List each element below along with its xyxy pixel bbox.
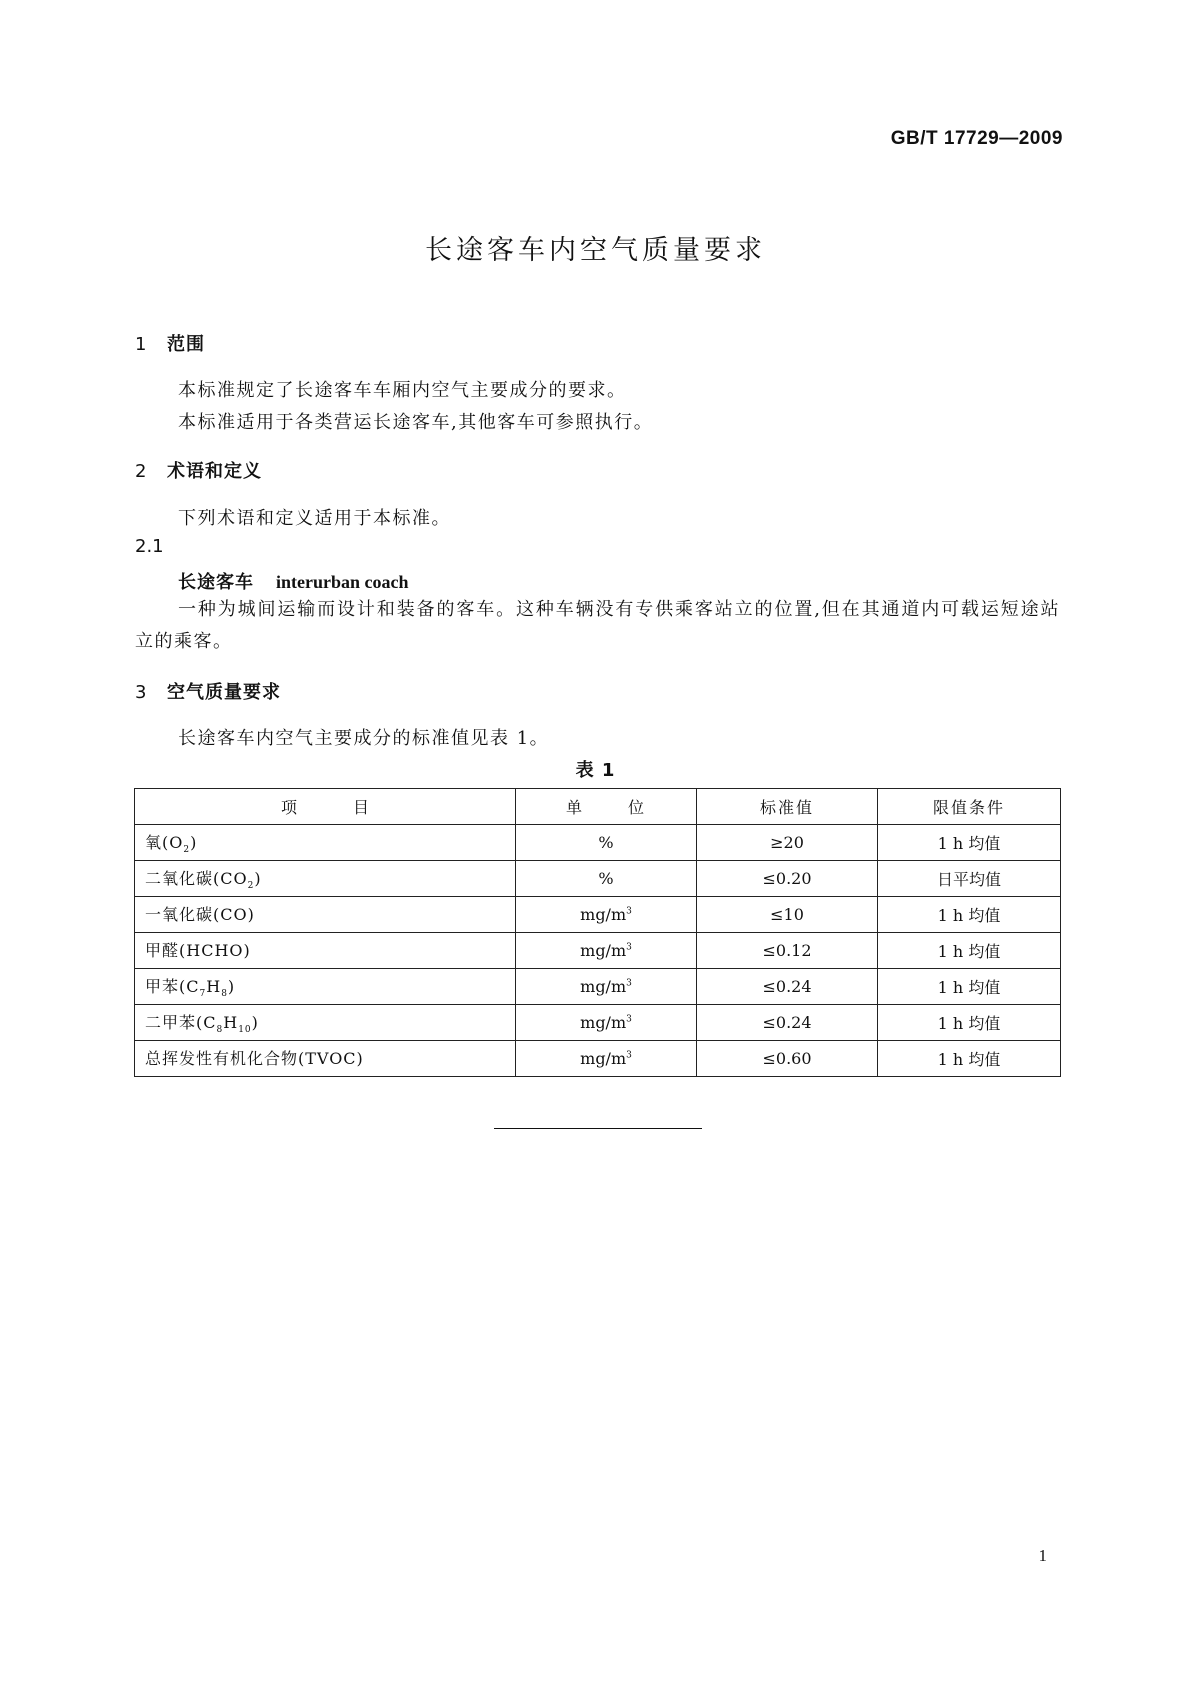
cell-unit: $mg/m^3$ xyxy=(516,1005,697,1041)
cell-standard-value: ≤0.24 xyxy=(697,1005,878,1041)
cell-unit: $mg/m^3$ xyxy=(516,933,697,969)
cell-unit: $mg/m^3$ xyxy=(516,897,697,933)
paragraph: 本标准规定了长途客车车厢内空气主要成分的要求。 xyxy=(178,380,627,401)
standard-code: GB/T 17729—2009 xyxy=(890,128,1063,149)
cell-limit-condition: 1 h 均值 xyxy=(878,825,1061,861)
cell-limit-condition: 1 h 均值 xyxy=(878,1041,1061,1077)
section-number: 2 xyxy=(135,461,148,482)
paragraph: 本标准适用于各类营运长途客车,其他客车可参照执行。 xyxy=(178,412,654,433)
table-row xyxy=(135,897,1061,933)
header-standard-value: 标准值 xyxy=(697,789,878,825)
term-definition: 一种为城间运输而设计和装备的客车。这种车辆没有专供乘客站立的位置,但在其通道内可载运短途站立的乘客。 xyxy=(135,599,1060,652)
cell-limit-condition: 1 h 均值 xyxy=(878,1005,1061,1041)
cell-limit-condition: 日平均值 xyxy=(878,861,1061,897)
cell-standard-value: ≥20 xyxy=(697,825,878,861)
cell-unit: $mg/m^3$ xyxy=(516,1041,697,1077)
table-row xyxy=(135,969,1061,1005)
table-header-row xyxy=(135,789,1061,825)
cell-limit-condition: 1 h 均值 xyxy=(878,897,1061,933)
section-number: 3 xyxy=(135,682,148,703)
header-unit xyxy=(516,789,697,825)
section-number: 1 xyxy=(135,334,148,355)
term-chinese: 长途客车 xyxy=(178,572,254,593)
cell-item: 二甲苯$(C_8H_{10})$ xyxy=(135,1005,516,1041)
section-title: 术语和定义 xyxy=(167,461,262,482)
header-unit-char: 单 xyxy=(565,798,584,817)
section-3-heading xyxy=(135,678,281,704)
section-1-heading xyxy=(135,330,205,356)
cell-standard-value: ≤0.60 xyxy=(697,1041,878,1077)
end-rule xyxy=(494,1128,702,1129)
table-row xyxy=(135,1041,1061,1077)
cell-unit: % xyxy=(516,861,697,897)
cell-item: 二氧化碳$(CO_2)$ xyxy=(135,861,516,897)
cell-item: 总挥发性有机化合物(TVOC) xyxy=(135,1041,516,1077)
paragraph: 下列术语和定义适用于本标准。 xyxy=(178,508,451,529)
document-title: 长途客车内空气质量要求 xyxy=(425,235,766,266)
cell-item: 氧$(O_2)$ xyxy=(135,825,516,861)
term-entry xyxy=(178,568,409,594)
cell-limit-condition: 1 h 均值 xyxy=(878,933,1061,969)
cell-unit: % xyxy=(516,825,697,861)
section-title: 范围 xyxy=(167,334,205,355)
cell-standard-value: ≤0.24 xyxy=(697,969,878,1005)
cell-unit: $mg/m^3$ xyxy=(516,969,697,1005)
subsection-number: 2.1 xyxy=(135,536,164,557)
header-limit-condition: 限值条件 xyxy=(878,789,1061,825)
table-row xyxy=(135,861,1061,897)
term-english: interurban coach xyxy=(276,572,409,592)
cell-item: 一氧化碳(CO) xyxy=(135,897,516,933)
header-unit-char: 位 xyxy=(628,798,647,817)
section-title: 空气质量要求 xyxy=(167,682,281,703)
table-row xyxy=(135,1005,1061,1041)
cell-standard-value: ≤0.20 xyxy=(697,861,878,897)
cell-standard-value: ≤10 xyxy=(697,897,878,933)
air-quality-table xyxy=(134,788,1061,1077)
table-caption: 表 1 xyxy=(575,760,616,781)
header-item-char: 项 xyxy=(280,798,297,817)
cell-item: 甲醛(HCHO) xyxy=(135,933,516,969)
page-number: 1 xyxy=(1038,1546,1047,1565)
cell-limit-condition: 1 h 均值 xyxy=(878,969,1061,1005)
cell-standard-value: ≤0.12 xyxy=(697,933,878,969)
cell-item: 甲苯$(C_7H_8)$ xyxy=(135,969,516,1005)
header-item xyxy=(135,789,516,825)
table-row xyxy=(135,933,1061,969)
header-item-char: 目 xyxy=(353,798,370,817)
table-row xyxy=(135,825,1061,861)
paragraph: 长途客车内空气主要成分的标准值见表 1。 xyxy=(178,728,550,749)
section-2-heading xyxy=(135,457,262,483)
